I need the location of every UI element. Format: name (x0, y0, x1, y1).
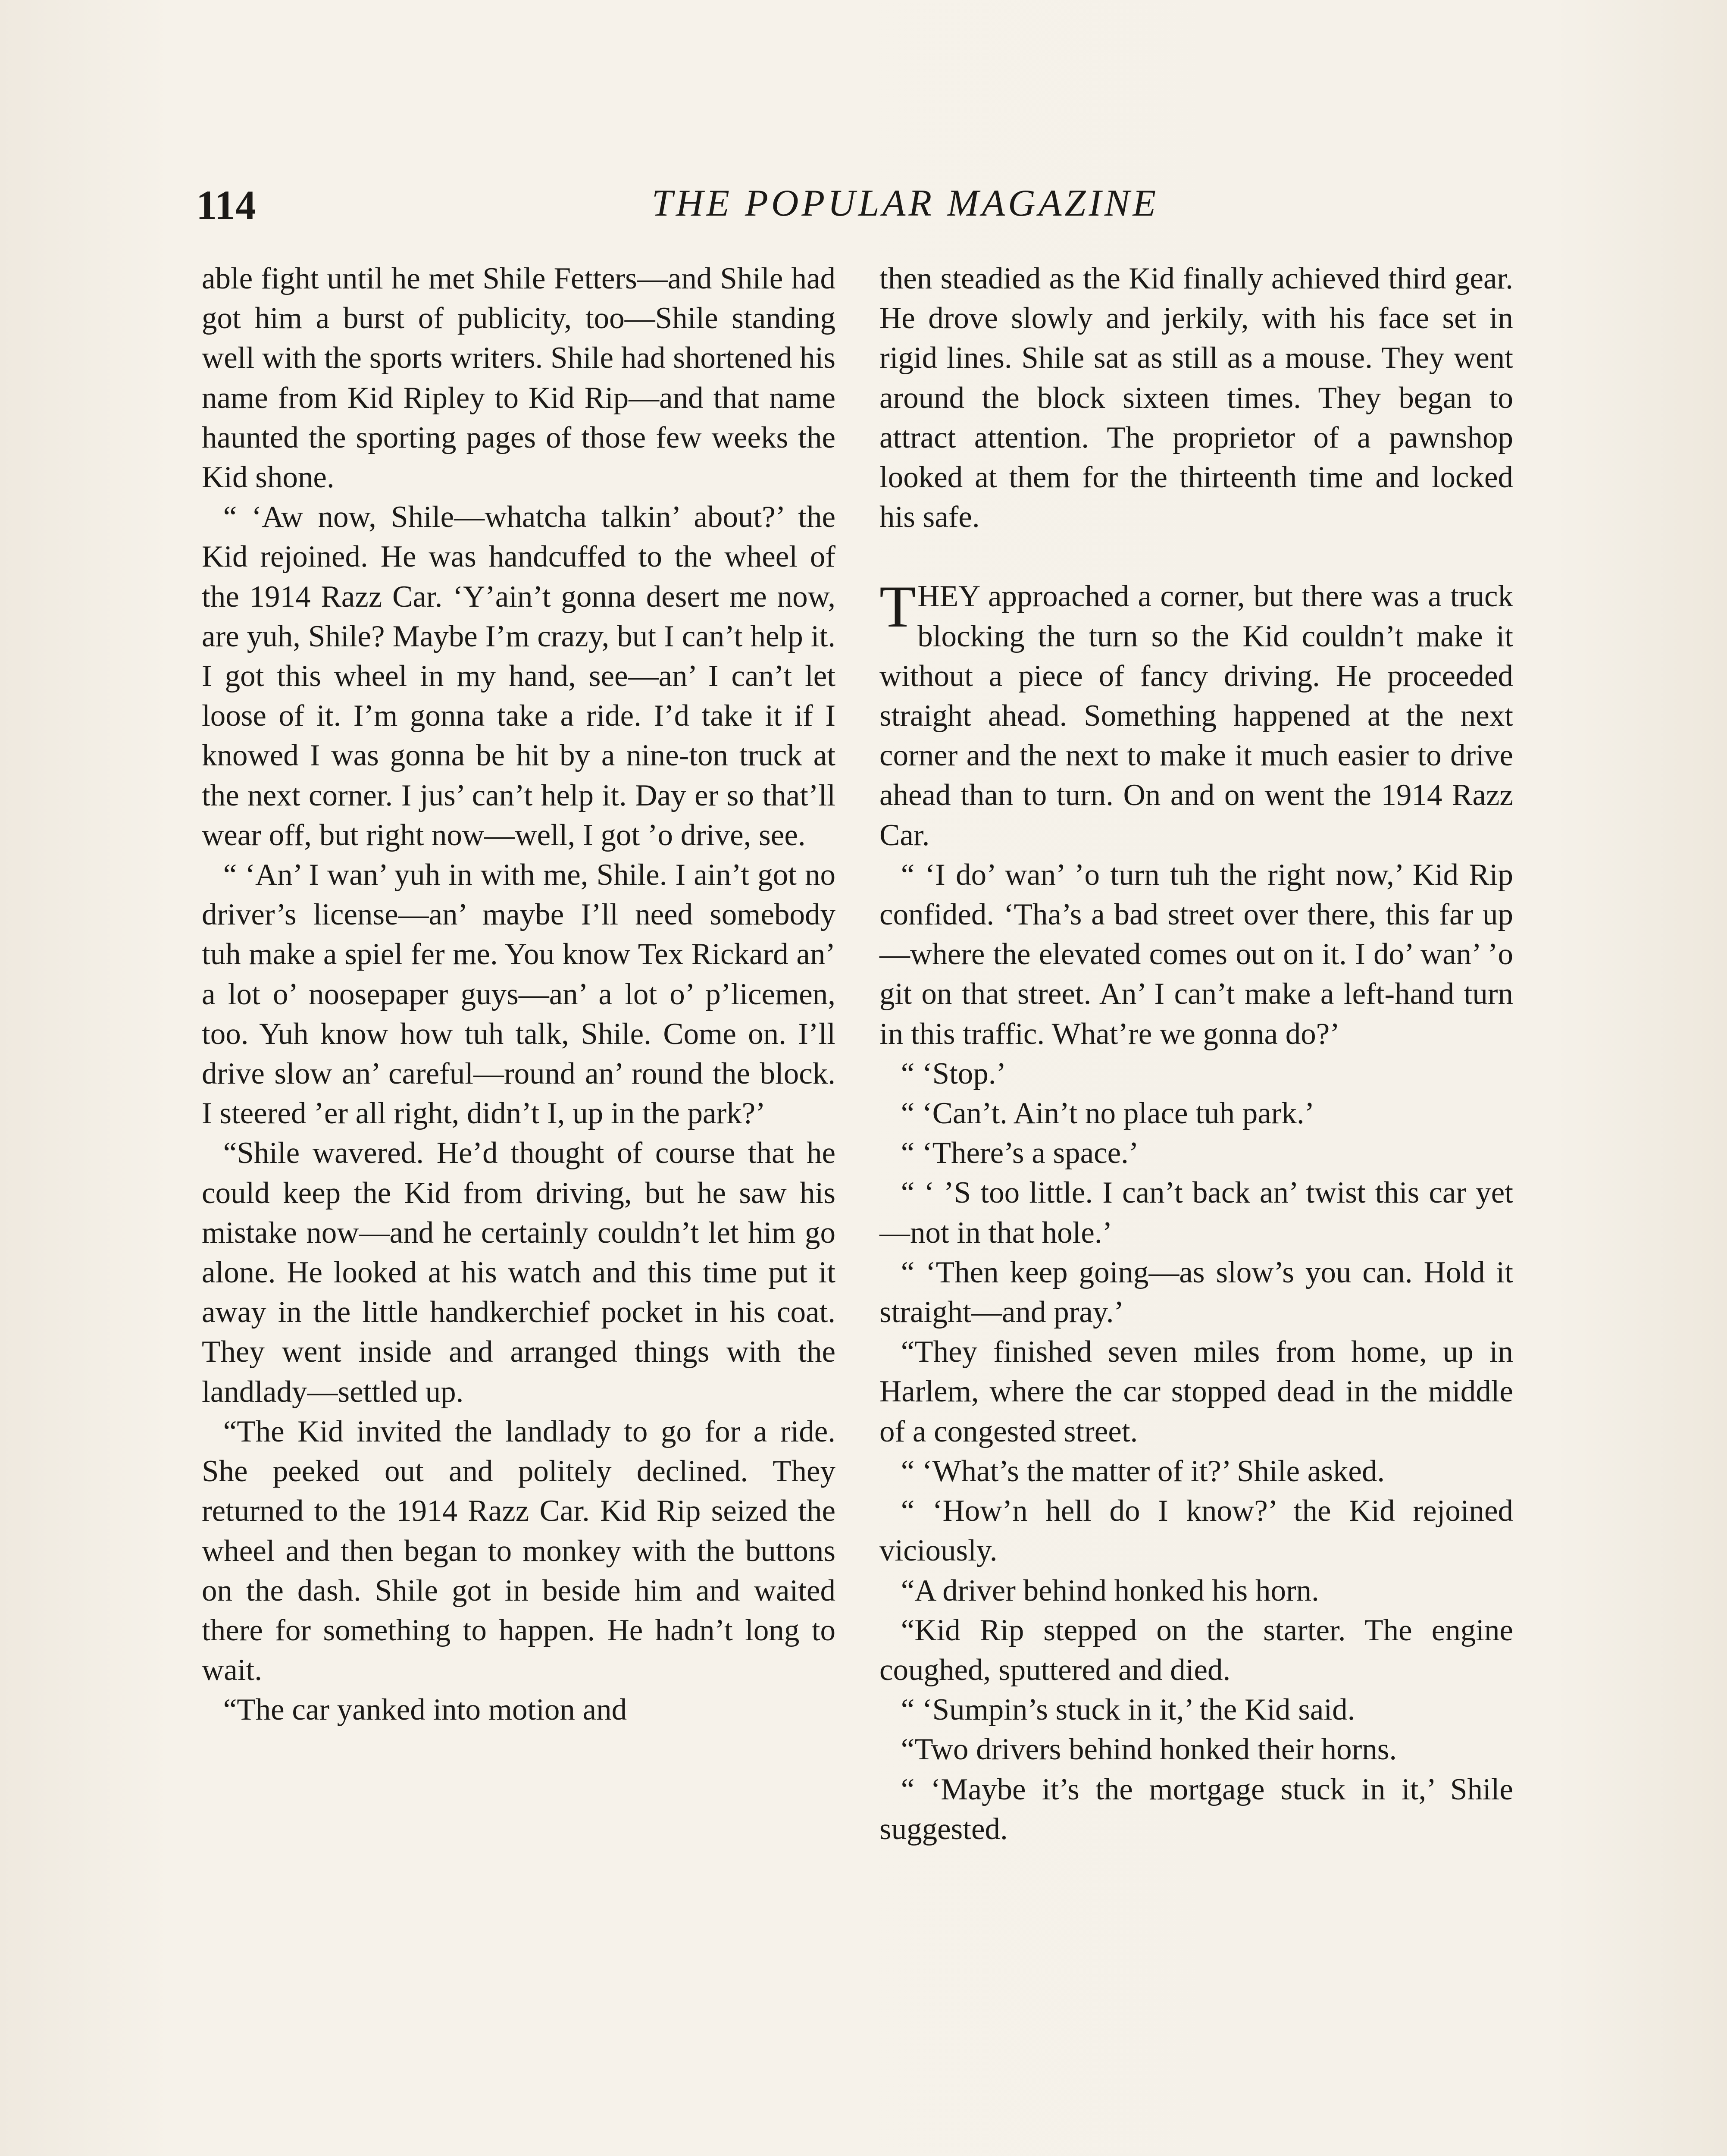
paragraph: “ ‘Stop.’ (901, 1056, 1007, 1091)
paragraph: “ ‘An’ I wan’ yuh in with me, Shile. I ain’t got no driver’s license—an’ maybe I’ll need somebody tuh make a spiel fer me. You know Tex Rickard an’ a lot o’ noosepaper guys—an’ a lot o’ p’licemen, too. Yuh know how tuh talk, Shile. Come on. I’ll drive slow an’ careful—round an’ round the block. I steered ’er all right, didn’t I, up in the park?’ (202, 858, 835, 1131)
page-number: 114 (196, 182, 256, 228)
paragraph: “ ‘What’s the matter of it?’ Shile asked. (901, 1454, 1385, 1488)
paragraph-text: HEY approached a corner, but there was a truck blocking the turn so the Kid couldn’t make it without a piece of fancy driving. He proceeded straight ahead. Something happened at the next corner and the next to make it much easier to drive ahead than to turn. On and on went the 1914 Razz Car. (879, 580, 1513, 852)
paragraph: “The car yanked into motion and (223, 1693, 627, 1727)
running-title: THE POPULAR MAGAZINE (651, 182, 1159, 224)
paragraph: “ ‘Maybe it’s the mortgage stuck in it,’ Shile suggested. (879, 1772, 1513, 1846)
paragraph: “A driver behind honked his horn. (901, 1573, 1319, 1608)
right-text-column (879, 259, 1513, 1849)
paragraph: “ ‘Sumpin’s stuck in it,’ the Kid said. (901, 1693, 1355, 1727)
paragraph: “Shile wavered. He’d thought of course that he could keep the Kid from driving, but he saw his mistake now—and he certainly couldn’t let him go alone. He looked at his watch and this time put it away in the little handkerchief pocket in his coat. They went inside and arranged things with the landlady—settled up. (202, 1136, 835, 1409)
paragraph: able fight until he met Shile Fetters—and Shile had got him a burst of publicity, too—Shile standing well with the sports writers. Shile had shortened his name from Kid Ripley to Kid Rip—and that name haunted the sporting pages of those few weeks the Kid shone. (202, 262, 835, 495)
paragraph: “ ‘I do’ wan’ ’o turn tuh the right now,’ Kid Rip confided. ‘Tha’s a bad street over there, this far up—where the elevated comes out on it. I do’ wan’ ’o git on that street. An’ I can’t make a left-hand turn in this traffic. What’re we gonna do?’ (879, 858, 1513, 1051)
section-opening-paragraph (879, 573, 1513, 855)
paragraph: “ ‘Then keep going—as slow’s you can. Hold it straight—and pray.’ (879, 1255, 1513, 1329)
paragraph: “ ‘How’n hell do I know?’ the Kid rejoined viciously. (879, 1494, 1513, 1568)
paragraph: “The Kid invited the landlady to go for a ride. She peeked out and politely declined. They returned to the 1914 Razz Car. Kid Rip seized the wheel and then began to monkey with the buttons on the dash. Shile got in beside him and waited there for something to happen. He hadn’t long to wait. (202, 1414, 835, 1687)
left-text-column (202, 259, 835, 1730)
paragraph: “Two drivers behind honked their horns. (901, 1733, 1397, 1767)
paragraph: “ ‘Can’t. Ain’t no place tuh park.’ (901, 1097, 1315, 1131)
paragraph: “ ‘There’s a space.’ (901, 1136, 1139, 1170)
paragraph: “ ‘ ’S too little. I can’t back an’ twist this car yet—not in that hole.’ (879, 1176, 1513, 1250)
paragraph: then steadied as the Kid finally achieved third gear. He drove slowly and jerkily, with his face set in rigid lines. Shile sat as still as a mouse. They went around the block sixteen times. They began to attract attention. The proprietor of a pawnshop looked at them for the thirteenth time and locked his safe. (879, 262, 1513, 534)
paragraph: “Kid Rip stepped on the starter. The engine coughed, sputtered and died. (879, 1613, 1513, 1687)
paragraph: “ ‘Aw now, Shile—whatcha talkin’ about?’ the Kid rejoined. He was handcuffed to the wheel of the 1914 Razz Car. ‘Y’ain’t gonna desert me now, are yuh, Shile? Maybe I’m crazy, but I can’t help it. I got this wheel in my hand, see—an’ I can’t let loose of it. I’m gonna take a ride. I’d take it if I knowed I was gonna be hit by a nine-ton truck at the next corner. I jus’ can’t help it. Day er so that’ll wear off, but right now—well, I got ’o drive, see. (202, 500, 835, 852)
drop-cap: T (879, 573, 916, 640)
paragraph: “They finished seven miles from home, up in Harlem, where the car stopped dead in the middle of a congested street. (879, 1335, 1513, 1448)
